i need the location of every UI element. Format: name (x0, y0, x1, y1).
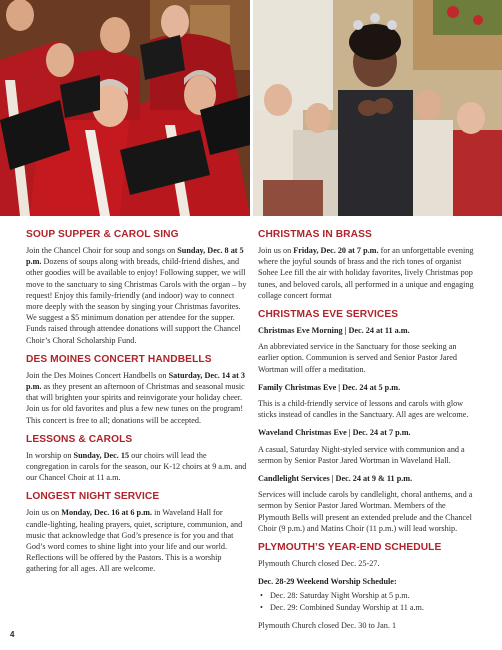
christmas-eve-section (258, 308, 476, 534)
brass-section (258, 228, 476, 301)
longest-night-heading: LONGEST NIGHT SERVICE (26, 491, 160, 503)
soup-supper-text: Join the Chancel Choir for soup and songs on Sunday, Dec. 8 at 5 p.m. Dozens of soups along with breads, child-friend dishes, and other goodies will be available to enjoy! Following supper, we will move to the sanctuary to sing Christmas Carols with the organ – by request! Enjoy this family-friendly (and indoor) way to connect more deeply with the season by singing your Christmas favorites. We suggest a $5 minimum donation per attendee for the supper. Funds raised through attendee donations will support the Chancel Choir’s Choral Scholarship Fund. (26, 246, 247, 345)
longest-night-section (26, 490, 248, 574)
lessons-section (26, 433, 248, 484)
longest-night-text: Join us on Monday, Dec. 16 at 6 p.m. in Waveland Hall for candle-lighting, healing prayers, quiet, scripture, communion, and music that acknowledge that God’s presence is for you and that God’s word comes to shine light into your life and our world. Reflections will be offered by the Pastors. This is a worship gathering for all ages. All are welcome. (26, 508, 243, 574)
soup-supper-section (26, 228, 248, 346)
list-item: • Dec. 28: Saturday Night Worship at 5 p.m. (258, 590, 476, 601)
eve-family-title: Family Christmas Eve | Dec. 24 at 5 p.m. (258, 382, 401, 392)
weekend-schedule-title: Dec. 28-29 Weekend Worship Schedule: (258, 577, 397, 587)
christmas-eve-heading: CHRISTMAS EVE SERVICES (258, 309, 399, 321)
eve-waveland-title: Waveland Christmas Eve | Dec. 24 at 7 p.m. (258, 428, 411, 438)
soup-supper-heading: SOUP SUPPER & CAROL SING (26, 229, 179, 240)
choir-singers-photo (0, 0, 250, 216)
eve-waveland-text: A casual, Saturday Night-styled service with communion and a sermon by Senior Pastor Jared Wortman in Waveland Hall. (258, 444, 465, 465)
right-column (258, 228, 476, 638)
handbells-heading: DES MOINES CONCERT HANDBELLS (26, 353, 212, 365)
left-column (26, 228, 248, 582)
year-end-closed-2: Plymouth Church closed Dec. 30 to Jan. 1 (258, 620, 397, 630)
page-number: 4 (10, 630, 15, 639)
header-photos (0, 0, 502, 216)
handbells-text: Join the Des Moines Concert Handbells on Saturday, Dec. 14 at 3 p.m. as they present an afternoon of Christmas and seasonal music that will brighten your spirits and reinvigorate your holiday cheer. Join us for old favorites and plus a few new tunes on the program! This concert is free to all; donations will be accepted. (26, 370, 245, 425)
children-pageant-photo (253, 0, 502, 216)
brass-heading: CHRISTMAS IN BRASS (258, 229, 372, 240)
eve-morning-title: Christmas Eve Morning | Dec. 24 at 11 a.m. (258, 326, 410, 336)
brass-text: Join us on Friday, Dec. 20 at 7 p.m. for an unforgettable evening where the joyful sounds of brass and the rich tones of organist Sohee Lee fill the air with holiday favorites, lively Christmas pop tunes, and beloved carols, all performed in a unique and engaging collage concert format (258, 246, 474, 300)
handbells-section (26, 353, 248, 426)
eve-morning-text: An abbreviated service in the Sanctuary for those seeking an earlier option. Communion is served and Senior Pastor Jared Wortman will offer a meditation. (258, 342, 457, 374)
eve-candlelight-text: Services will include carols by candlelight, choral anthems, and a sermon by Senior Pastor Jared Wortman. Members of the Plymouth Bells will present an extended prelude and the Chancel Choir (9 p.m.) and Matins Choir (11 p.m.) will lead worship. (258, 490, 473, 533)
list-item: • Dec. 29: Combined Sunday Worship at 11 a.m. (258, 602, 476, 613)
year-end-closed-1: Plymouth Church closed Dec. 25-27. (258, 559, 380, 569)
year-end-section (258, 541, 476, 631)
lessons-heading: LESSONS & CAROLS (26, 433, 133, 445)
lessons-text: In worship on Sunday, Dec. 15 our choirs will lead the congregation in carols for the season, our K-12 choirs at 9 a.m. and our Chancel Choir at 11 a.m. (26, 450, 247, 483)
year-end-heading: PLYMOUTH’S YEAR-END SCHEDULE (258, 542, 442, 554)
eve-candlelight-title: Candlelight Services | Dec. 24 at 9 & 11 p.m. (258, 474, 413, 484)
eve-family-text: This is a child-friendly service of lessons and carols with glow sticks instead of candles in the Sanctuary. All ages are welcome. (258, 399, 469, 420)
weekend-schedule-list (258, 590, 476, 612)
